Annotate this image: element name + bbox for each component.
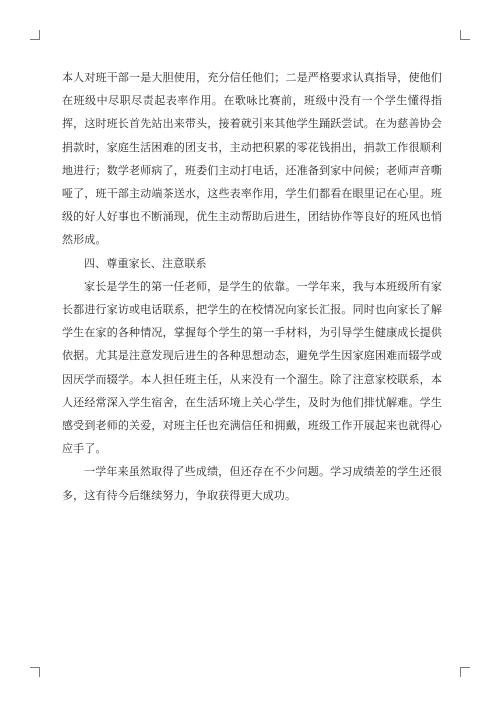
document-body: [62, 66, 442, 507]
page-corner-mark-top-left: [30, 30, 40, 40]
body-paragraph-3: 一学年来虽然取得了些成绩，但还存在不少问题。学习成绩差的学生还很多，这有待今后继续努力，争取获得更大成功。: [62, 465, 442, 502]
body-paragraph-2: 家长是学生的第一任老师，是学生的依靠。一学年来，我与本班级所有家长都进行家访或电话联系，把学生的在校情况向家长汇报。同时也向家长了解学生在家的各种情况，掌握每个学生的第一手材料，为引导学生健康成长提供依据。尤其是注意发现后进生的各种思想动态，避免学生因家庭困难而辍学或因厌学而辍学。本人担任班主任，从来没有一个溜生。除了注意家校联系，本人还经常深入学生宿舍，在生活环境上关心学生，及时为他们排忧解难。学生感受到老师的关爱，对班主任也充满信任和拥戴，班级工作开展起来也就得心应手了。: [62, 279, 442, 456]
page-corner-mark-bottom-left: [30, 667, 40, 677]
page-corner-mark-top-right: [460, 30, 470, 40]
section-heading: 四、尊重家长、注意联系: [84, 256, 207, 270]
page-corner-mark-bottom-right: [460, 667, 470, 677]
body-paragraph-1: 本人对班干部一是大胆使用，充分信任他们；二是严格要求认真指导，使他们在班级中尽职尽责起表率作用。在歌咏比赛前，班级中没有一个学生懂得指挥，这时班长首先站出来带头，接着就引来其他学生踊跃尝试。在为慈善协会捐款时，家庭生活困难的团支书，主动把积累的零花钱捐出，捐款工作很顺利地进行；数学老师病了，班委们主动打电话，还准备到家中问候；老师声音嘶哑了，班干部主动端茶送水，这些表率作用，学生们都看在眼里记在心里。班级的好人好事也不断涌现，优生主动帮助后进生，团结协作等良好的班风也悄然形成。: [62, 71, 442, 247]
